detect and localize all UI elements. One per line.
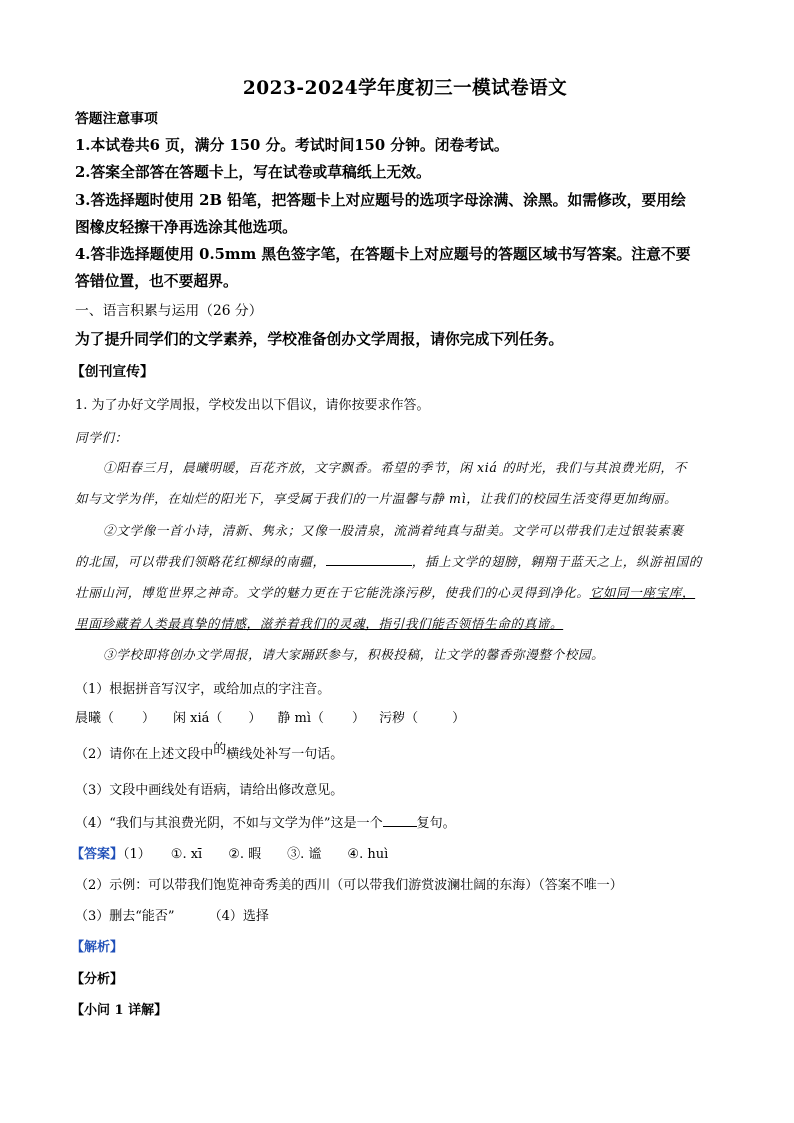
passage-p2-line3 <box>75 582 695 601</box>
subquestion-2-b: 的 <box>213 742 227 757</box>
subquestion-2 <box>75 743 343 762</box>
notice-item-3-cont: 图橡皮轻擦干净再选涂其他选项。 <box>75 219 297 236</box>
notice-heading: 答题注意事项 <box>75 111 158 127</box>
subquestion-2-a: （2）请你在上述文段中 <box>75 747 214 762</box>
answer-item-3: ③. 谧 <box>287 847 322 862</box>
notice-item-2: 2.答案全部答在答题卡上，写在试卷或草稿纸上无效。 <box>75 164 431 181</box>
passage-p2-line2-a: 的北国，可以带我们领略花红柳绿的南疆， <box>75 554 326 569</box>
fill-label-2: 闲 xiá（ <box>173 711 223 726</box>
fill-close-3: ） <box>352 711 366 726</box>
fill-close-4: ） <box>452 711 466 726</box>
salutation: 同学们： <box>75 430 128 445</box>
subquestion-3: （3）文段中画线处有语病，请给出修改意见。 <box>75 783 344 798</box>
fill-close-1: ） <box>142 711 156 726</box>
passage-p1-line2: 如与文学为伴，在灿烂的阳光下，享受属于我们的一片温馨与静 mì，让我们的校园生活变得更加绚丽。 <box>75 491 678 506</box>
passage-p3: ③学校即将创办文学周报，请大家踊跃参与，积极投稿，让文学的馨香弥漫整个校园。 <box>103 647 605 662</box>
subquestion-4-a: （4）“我们与其浪费光阴，不如与文学为伴”这是一个 <box>75 816 383 831</box>
answer-part2: （2）示例：可以带我们饱览神奇秀美的西川（可以带我们游赏波澜壮阔的东海）（答案不唯一） <box>75 878 623 893</box>
underlined-sentence-part2: 里面珍藏着人类最真挚的情感，滋养着我们的灵魂，指引我们能否领悟生命的真谛。 <box>75 616 564 631</box>
passage-p2-line3-a: 壮丽山河，博览世界之神奇。文学的魅力更在于它能洗涤污秽，使我们的心灵得到净化。 <box>75 585 590 600</box>
answer-part1: （1） <box>123 847 151 862</box>
notice-item-4: 4.答非选择题使用 0.5mm 黑色签字笔，在答题卡上对应题号的答题区域书写答案。注意不要 <box>75 246 691 263</box>
notice-item-1: 1.本试卷共6 页，满分 150 分。考试时间150 分钟。闭卷考试。 <box>75 137 509 154</box>
analysis-detail: 【小问 1 详解】 <box>71 1003 168 1018</box>
answer-item-1: ①. xī <box>170 847 203 862</box>
section-subheading: 【创刊宣传】 <box>71 364 154 380</box>
fill-label-3: 静 mì（ <box>277 711 325 726</box>
subquestion-4-blank[interactable] <box>383 826 417 827</box>
question-1-stem: 1. 为了办好文学周报，学校发出以下倡议，请你按要求作答。 <box>75 398 430 413</box>
subquestion-1-fill <box>75 707 465 726</box>
notice-item-3: 3.答选择题时使用 2B 铅笔，把答题卡上对应题号的选项字母涂满、涂黑。如需修改，要用绘 <box>75 192 686 209</box>
passage-p2-line2 <box>75 551 702 570</box>
passage-p2-line2-b: ，插上文学的翅膀，翱翔于蓝天之上，纵游祖国的 <box>411 554 702 569</box>
subquestion-4-b: 复句。 <box>416 816 456 831</box>
analysis-label: 【解析】 <box>71 940 124 955</box>
answer-part4: （4）选择 <box>208 909 269 924</box>
passage-p2-line1: ②文学像一首小诗，清新、隽永；又像一股清泉，流淌着纯真与甜美。文学可以带我们走过银装素裹 <box>103 523 684 538</box>
answer-line-1 <box>71 843 388 862</box>
answer-part3-4 <box>75 905 269 924</box>
subquestion-2-c: 横线处补写一句话。 <box>226 747 344 762</box>
answer-part3: （3）删去“能否” <box>75 909 175 924</box>
answer-label: 【答案】 <box>71 847 124 862</box>
section-intro: 为了提升同学们的文学素养，学校准备创办文学周报，请你完成下列任务。 <box>75 331 564 348</box>
subquestion-4 <box>75 812 456 831</box>
analysis-sub: 【分析】 <box>71 972 124 987</box>
page-title: 2023-2024学年度初三一模试卷语文 <box>242 78 568 99</box>
answer-item-4: ④. huì <box>347 847 389 862</box>
fill-label-1: 晨曦（ <box>75 711 115 726</box>
underlined-sentence-part1: 它如同一座宝库， <box>589 585 696 600</box>
fill-label-4: 污秽（ <box>379 711 419 726</box>
section-heading: 一、语言积累与运用（26 分） <box>75 303 263 319</box>
subquestion-1: （1）根据拼音写汉字，或给加点的字注音。 <box>75 682 331 697</box>
passage-p1-line1: ①阳春三月，晨曦明暖，百花齐放，文字飘香。希望的季节，闲 xiá 的时光，我们与其浪费光阴，不 <box>103 460 687 475</box>
answer-blank[interactable] <box>326 565 412 566</box>
notice-item-4-cont: 答错位置，也不要超界。 <box>75 273 238 290</box>
fill-close-2: ） <box>248 711 262 726</box>
answer-item-2: ②. 暇 <box>228 847 262 862</box>
